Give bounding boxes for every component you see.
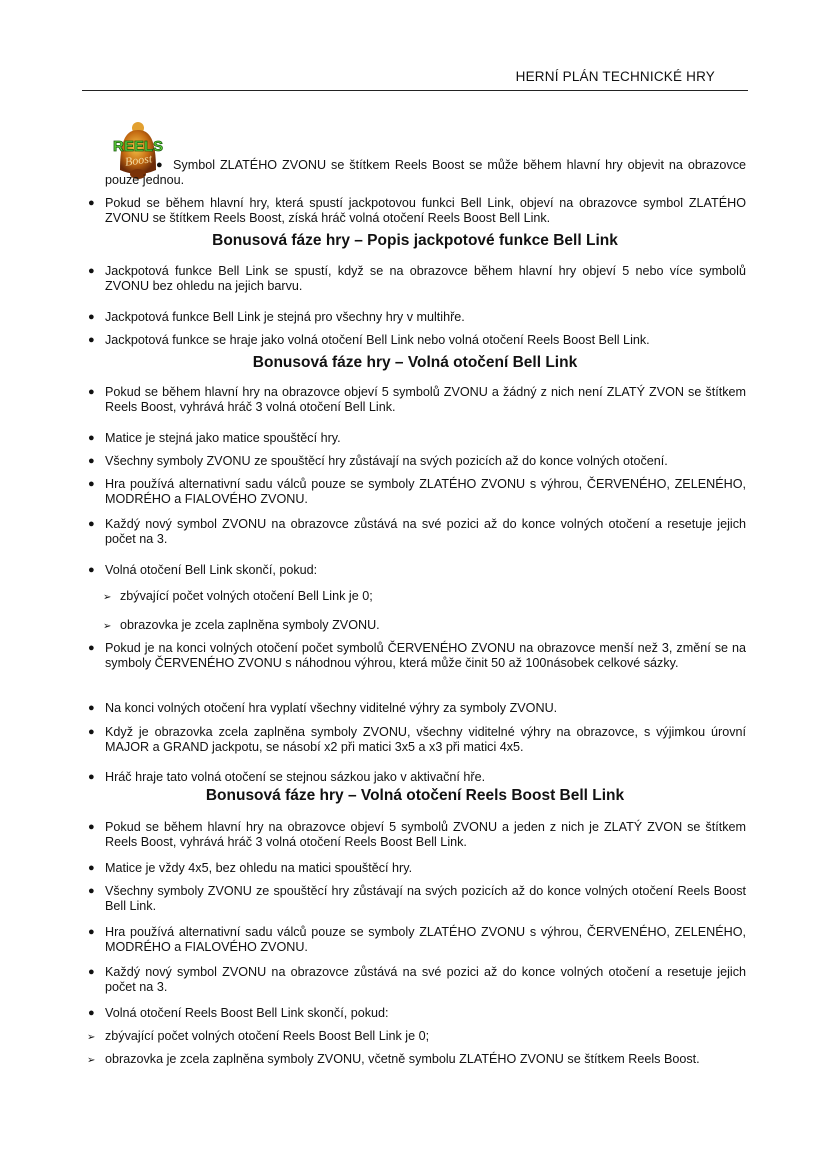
bullet-icon: ●: [88, 478, 95, 490]
item-text: Pokud se během hlavní hry, která spustí jackpotovou funkci Bell Link, objeví na obrazovce symbol ZLATÉHO ZVONU se štítkem Reels Boost, získá hráč volná otočení Reels Boost Bell Link.: [105, 196, 746, 225]
section-heading: Bonusová fáze hry – Volná otočení Bell Link: [252, 354, 578, 371]
bullet-item: [88, 820, 746, 850]
bullet-icon: ●: [88, 1007, 95, 1019]
sub-list-item: [103, 589, 740, 604]
item-text: zbývající počet volných otočení Bell Link je 0;: [120, 589, 373, 603]
sub-list-item: [87, 1052, 746, 1067]
item-text: Hráč hraje tato volná otočení se stejnou sázkou jako v aktivační hře.: [105, 770, 486, 784]
bullet-icon: ●: [88, 926, 95, 938]
item-text: Hra používá alternativní sadu válců pouze se symboly ZLATÉHO ZVONU s výhrou, ČERVENÉHO, ZELENÉHO, MODRÉHO a FIALOVÉHO ZVONU.: [105, 477, 746, 506]
bullet-icon: ●: [88, 311, 95, 323]
bullet-icon: ●: [88, 821, 95, 833]
bullet-icon: ●: [88, 334, 95, 346]
bullet-item: [88, 884, 746, 914]
bullet-icon: ●: [88, 771, 95, 783]
bullet-item: [88, 196, 746, 226]
item-text: Když je obrazovka zcela zaplněna symboly ZVONU, všechny viditelné výhry na obrazovce, s výjimkou úrovní MAJOR a GRAND jackpotu, se násobí x2 při matici 3x5 a x3 při matici 4x5.: [105, 725, 746, 754]
bullet-item: [88, 725, 746, 755]
bullet-icon: ●: [88, 862, 95, 874]
section-heading: Bonusová fáze hry – Volná otočení Reels Boost Bell Link: [205, 787, 625, 804]
item-text: Matice je vždy 4x5, bez ohledu na matici spouštěcí hry.: [105, 861, 413, 875]
bullet-icon: ●: [88, 564, 95, 576]
bullet-icon: ●: [88, 518, 95, 530]
svg-text:Boost: Boost: [123, 151, 153, 169]
arrow-bullet-icon: ➢: [87, 1032, 96, 1043]
bullet-item: [88, 965, 746, 995]
bullet-icon: ●: [88, 432, 95, 444]
bullet-icon: ●: [156, 159, 163, 171]
bullet-item: [88, 925, 746, 955]
item-text: Jackpotová funkce se hraje jako volná otočení Bell Link nebo volná otočení Reels Boost Bell Link.: [105, 333, 650, 347]
arrow-bullet-icon: ➢: [103, 621, 112, 632]
bullet-item: [88, 454, 746, 469]
bullet-item: [88, 431, 746, 446]
bullet-item: [88, 333, 746, 348]
bullet-icon: ●: [88, 966, 95, 978]
item-text: zbývající počet volných otočení Reels Boost Bell Link je 0;: [105, 1029, 430, 1043]
bullet-icon: ●: [88, 455, 95, 467]
item-text: Jackpotová funkce Bell Link se spustí, když se na obrazovce během hlavní hry objeví 5 nebo více symbolů ZVONU bez ohledu na jejich barvu.: [105, 264, 746, 293]
item-text: Jackpotová funkce Bell Link je stejná pro všechny hry v multihře.: [105, 310, 465, 324]
bullet-item: [88, 641, 746, 671]
bullet-icon: ●: [88, 885, 95, 897]
item-text: Všechny symboly ZVONU ze spouštěcí hry zůstávají na svých pozicích až do konce volných otočení Reels Boost Bell Link.: [105, 884, 746, 913]
bullet-item: [88, 310, 746, 325]
bullet-item: [88, 1006, 746, 1021]
bullet-icon: ●: [88, 702, 95, 714]
arrow-bullet-icon: ➢: [103, 592, 112, 603]
item-text: obrazovka je zcela zaplněna symboly ZVONU, včetně symbolu ZLATÉHO ZVONU se štítkem Reels Boost.: [105, 1052, 700, 1066]
arrow-bullet-icon: ➢: [87, 1055, 96, 1066]
item-text: Každý nový symbol ZVONU na obrazovce zůstává na své pozici až do konce volných otočení a resetuje jejich počet na 3.: [105, 965, 746, 994]
item-text: Volná otočení Reels Boost Bell Link skončí, pokud:: [105, 1006, 389, 1020]
item-text: Symbol ZLATÉHO ZVONU se štítkem Reels Boost se může během hlavní hry objevit na obrazovce pouze jednou.: [105, 158, 746, 187]
page-header-title: HERNÍ PLÁN TECHNICKÉ HRY: [515, 69, 715, 84]
bullet-item: [88, 264, 746, 294]
bullet-item: [88, 861, 746, 876]
bullet-icon: ●: [88, 265, 95, 277]
item-text: Každý nový symbol ZVONU na obrazovce zůstává na své pozici až do konce volných otočení a resetuje jejich počet na 3.: [105, 517, 746, 546]
sub-list-item: [87, 1029, 746, 1044]
bullet-item: [105, 158, 746, 188]
bullet-item: [88, 701, 746, 716]
bullet-item: [88, 770, 746, 785]
svg-text:REELS: REELS: [112, 138, 164, 155]
item-text: Pokud se během hlavní hry na obrazovce objeví 5 symbolů ZVONU a žádný z nich není ZLATÝ ZVON se štítkem Reels Boost, vyhrává hráč 3 volná otočení Bell Link.: [105, 385, 746, 414]
bullet-item: [88, 385, 746, 415]
item-text: Na konci volných otočení hra vyplatí všechny viditelné výhry za symboly ZVONU.: [105, 701, 558, 715]
item-text: obrazovka je zcela zaplněna symboly ZVONU.: [120, 618, 380, 632]
item-text: Hra používá alternativní sadu válců pouze se symboly ZLATÉHO ZVONU s výhrou, ČERVENÉHO, ZELENÉHO, MODRÉHO a FIALOVÉHO ZVONU.: [105, 925, 746, 954]
bullet-item: [88, 517, 746, 547]
header-divider: [82, 90, 748, 91]
bullet-item: [88, 563, 746, 578]
bullet-icon: ●: [88, 197, 95, 209]
item-text: Pokud se během hlavní hry na obrazovce objeví 5 symbolů ZVONU a jeden z nich je ZLATÝ ZVON se štítkem Reels Boost, vyhrává hráč 3 volná otočení Reels Boost Bell Link.: [105, 820, 746, 849]
sub-list-item: [103, 618, 740, 633]
item-text: Volná otočení Bell Link skončí, pokud:: [105, 563, 318, 577]
bullet-icon: ●: [88, 726, 95, 738]
bullet-icon: ●: [88, 386, 95, 398]
section-heading: Bonusová fáze hry – Popis jackpotové funkce Bell Link: [212, 232, 618, 249]
item-text: Pokud je na konci volných otočení počet symbolů ČERVENÉHO ZVONU na obrazovce menší než 3, změní se na symboly ČERVENÉHO ZVONU s náhodnou výhrou, která může činit 50 až 100násobek celkové sázky.: [105, 641, 746, 670]
bullet-item: [88, 477, 746, 507]
item-text: Matice je stejná jako matice spouštěcí hry.: [105, 431, 341, 445]
item-text: Všechny symboly ZVONU ze spouštěcí hry zůstávají na svých pozicích až do konce volných otočení.: [105, 454, 668, 468]
bullet-icon: ●: [88, 642, 95, 654]
